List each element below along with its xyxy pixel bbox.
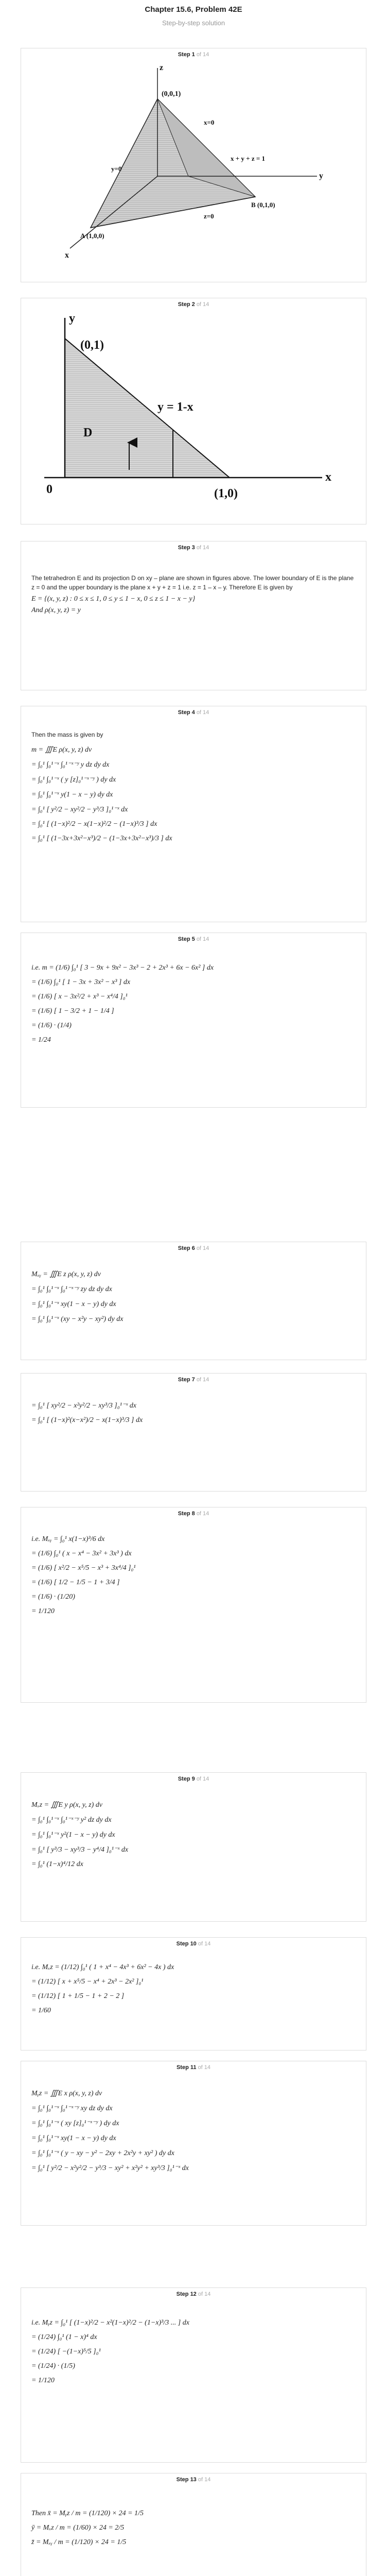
equation-line: i.e. Mᵧz = ∫₀¹ [ (1−x)²/2 − x²(1−x)²/2 − (1−x)³/3 ... ] dx	[31, 2319, 189, 2327]
equation-line: = ∫₀¹ ∫₀¹⁻ˣ ( y [z]₀¹⁻ˣ⁻ʸ ) dy dx	[31, 776, 116, 784]
equation-line: m = ∭E ρ(x, y, z) dv	[31, 746, 92, 754]
step-10	[21, 1937, 366, 2050]
x-axis-label: x	[65, 251, 69, 260]
step-of-total: of 14	[196, 545, 209, 551]
equation-line: = 1/120	[31, 1607, 55, 1615]
equation-line: = (1/6) · (1/20)	[31, 1593, 75, 1601]
step-number: 9	[191, 1776, 195, 1782]
top-vertex-label: (0,0,1)	[162, 90, 181, 98]
step-6	[21, 1242, 366, 1360]
page-subtitle: Step-by-step solution	[162, 19, 225, 27]
step-8	[21, 1507, 366, 1703]
step-of-total: of 14	[198, 2291, 211, 2297]
step-13-header	[21, 2473, 366, 2483]
step-of-total: of 14	[198, 2477, 211, 2483]
region-d-label: D	[83, 426, 93, 439]
step-word: Step	[178, 1245, 190, 1251]
step-number: 4	[191, 709, 195, 716]
equation-line: = (1/24) [ −(1−x)⁵/5 ]₀¹	[31, 2348, 101, 2355]
equation-line: = ∫₀¹ [ y²/2 − xy²/2 − y³/3 ]₀¹⁻ˣ dx	[31, 806, 128, 814]
step-of-total: of 14	[198, 2064, 211, 2071]
equation-line: = (1/6) ∫₀¹ [ 1 − 3x + 3x² − x³ ] dx	[31, 978, 131, 986]
step-word: Step	[178, 1776, 190, 1782]
step-5-header	[21, 933, 366, 942]
equation-line: Mᵧz = ∭E x ρ(x, y, z) dv	[31, 2090, 102, 2097]
equation-line: = (1/6) · (1/4)	[31, 1022, 72, 1029]
step-word: Step	[178, 1377, 190, 1383]
step-word: Step	[178, 545, 190, 551]
step-10-header	[21, 1938, 366, 1947]
step-4-header	[21, 706, 366, 716]
step-1-header	[21, 48, 366, 58]
equation-line: = ∫₀¹ ∫₀¹⁻ˣ y²(1 − x − y) dy dx	[31, 1831, 115, 1839]
equation-line: = (1/24) · (1/5)	[31, 2362, 75, 2370]
equation-line: = ∫₀¹ ∫₀¹⁻ˣ ( y − xy − y² − 2xy + 2x²y + xy² ) dy dx	[31, 2149, 174, 2157]
step-of-total: of 14	[196, 936, 209, 942]
origin-label: 0	[46, 483, 52, 496]
right-point-label: (1,0)	[214, 487, 238, 500]
step-7-header	[21, 1374, 366, 1383]
equation-line: = ∫₀¹ ∫₀¹⁻ˣ xy(1 − x − y) dy dx	[31, 2134, 116, 2142]
step-9	[21, 1772, 366, 1922]
step-number: 10	[190, 1941, 197, 1947]
equation-line: = (1/6) [ x − 3x²/2 + x³ − x⁴/4 ]₀¹	[31, 993, 128, 1001]
step-of-total: of 14	[196, 1511, 209, 1517]
tetrahedron-figure	[49, 58, 338, 264]
step-2-header	[21, 298, 366, 308]
equation-line: = ∫₀¹ ∫₀¹⁻ˣ (xy − x²y − xy²) dy dx	[31, 1315, 124, 1323]
equation-line: = ∫₀¹ ∫₀¹⁻ˣ ∫₀¹⁻ˣ⁻ʸ zy dz dy dx	[31, 1285, 112, 1293]
step-word: Step	[176, 2291, 189, 2297]
page-header	[0, 0, 387, 35]
equation-line: i.e. m = (1/6) ∫₀¹ [ 3 − 9x + 9x² − 3x³ − 2 + 2x³ + 6x − 6x² ] dx	[31, 964, 214, 972]
step-number: 5	[191, 936, 195, 942]
step-word: Step	[178, 52, 190, 58]
equation-line: = ∫₀¹ ∫₀¹⁻ˣ ∫₀¹⁻ˣ⁻ʸ y² dz dy dx	[31, 1816, 112, 1824]
equation-line: = ∫₀¹ [ xy²/2 − x²y²/2 − xy³/3 ]₀¹⁻ˣ dx	[31, 1402, 136, 1410]
step-of-total: of 14	[196, 709, 209, 716]
x-vertex-label: A (1,0,0)	[80, 232, 104, 240]
y-vertex-label: B (0,1,0)	[251, 201, 275, 209]
equation-line: = ∫₀¹ (1−x)⁴/12 dx	[31, 1860, 83, 1868]
step-number: 8	[191, 1511, 195, 1517]
step-12-header	[21, 2288, 366, 2297]
top-point-label: (0,1)	[80, 338, 104, 352]
region-d-figure	[34, 308, 353, 514]
step-3-header	[21, 541, 366, 551]
plane-label: x + y + z = 1	[231, 155, 265, 162]
equation-line: = (1/24) ∫₀¹ (1 − x)⁴ dx	[31, 2333, 97, 2341]
equation-line: = ∫₀¹ ∫₀¹⁻ˣ y(1 − x − y) dy dx	[31, 791, 113, 799]
step-word: Step	[178, 936, 190, 942]
equation-line: = (1/6) ∫₀¹ ( x − x⁴ − 3x² + 3x³ ) dx	[31, 1550, 132, 1557]
step-of-total: of 14	[196, 52, 209, 58]
step-number: 13	[190, 2477, 197, 2483]
step-number: 7	[191, 1377, 195, 1383]
equation-line: = (1/6) [ x²/2 − x⁵/5 − x³ + 3x⁴/4 ]₀¹	[31, 1564, 136, 1572]
page-title: Chapter 15.6, Problem 42E	[145, 5, 242, 14]
equation-line: Then x̄ = Mᵧz / m = (1/120) × 24 = 1/5	[31, 2510, 144, 2517]
equation-line: = ∫₀¹ [ (1−x)²/2 − x(1−x)²/2 − (1−x)³/3 ] dx	[31, 820, 157, 828]
step-word: Step	[178, 301, 190, 308]
step-word: Step	[176, 1941, 189, 1947]
step-of-total: of 14	[196, 1245, 209, 1251]
step-number: 12	[190, 2291, 197, 2297]
equation-line: = ∫₀¹ [ y³/3 − xy³/3 − y⁴/4 ]₀¹⁻ˣ dx	[31, 1846, 129, 1854]
equation-line: ȳ = Mₓz / m = (1/60) × 24 = 2/5	[31, 2524, 125, 2532]
step-12	[21, 2287, 366, 2463]
step-number: 11	[190, 2064, 197, 2071]
equation-line: = (1/6) [ 1/2 − 1/5 − 1 + 3/4 ]	[31, 1579, 120, 1586]
equation-line: i.e. Mₓᵧ = ∫₀¹ x(1−x)³/6 dx	[31, 1535, 105, 1543]
equation-line: z̄ = Mₓᵧ / m = (1/120) × 24 = 1/5	[31, 2538, 127, 2546]
step-3	[21, 541, 366, 690]
step-word: Step	[178, 1511, 190, 1517]
equation-line: = 1/120	[31, 2377, 55, 2384]
equation-line: = (1/12) [ x + x⁵/5 − x⁴ + 2x³ − 2x² ]₀¹	[31, 1978, 144, 1986]
step-word: Step	[178, 709, 190, 716]
step-number: 1	[191, 52, 195, 58]
density-function: And ρ(x, y, z) = y	[31, 606, 81, 614]
step-of-total: of 14	[196, 1776, 209, 1782]
equation-line: Mₓᵧ = ∭E z ρ(x, y, z) dv	[31, 1270, 101, 1278]
x-axis-label: x	[325, 470, 331, 484]
y-axis-label: y	[69, 312, 75, 325]
equation-line: = ∫₀¹ [ y²/2 − x²y²/2 − y³/3 − xy² + x²y² + xy³/3 ]₀¹⁻ˣ dx	[31, 2164, 189, 2172]
step-7	[21, 1373, 366, 1492]
equation-line: = 1/60	[31, 2007, 51, 2014]
step-number: 2	[191, 301, 195, 308]
step-3-text: The tetrahedron E and its projection D on xy – plane are shown in figures above. The lower boundary of E is the plane z = 0 and the upper boundary is the plane x + y + z = 1 i.e. z = 1 – x – y. Therefore E is given by	[31, 574, 354, 591]
face-z0-label: z=0	[204, 212, 214, 220]
line-equation-label: y = 1-x	[157, 400, 194, 414]
equation-line: = (1/12) [ 1 + 1/5 − 1 + 2 − 2 ]	[31, 1992, 125, 2000]
equation-line: = ∫₀¹ [ (1−x)²(x−x²)/2 − x(1−x)³/3 ] dx	[31, 1416, 143, 1424]
step-word: Step	[176, 2477, 189, 2483]
step-number: 3	[191, 545, 195, 551]
face-y0-label: y=0	[111, 165, 122, 173]
face-x0-label: x=0	[204, 118, 215, 126]
step-1	[21, 48, 366, 282]
equation-line: = (1/6) [ 1 − 3/2 + 1 − 1/4 ]	[31, 1007, 114, 1015]
step-4	[21, 706, 366, 922]
equation-line: = 1/24	[31, 1036, 51, 1044]
step-11	[21, 2061, 366, 2226]
step-6-header	[21, 1242, 366, 1251]
step-11-header	[21, 2061, 366, 2071]
z-axis-label: z	[160, 63, 164, 72]
equation-line: Mₓz = ∭E y ρ(x, y, z) dv	[31, 1801, 102, 1809]
step-13	[21, 2473, 366, 2576]
equation-line: = ∫₀¹ ∫₀¹⁻ˣ ∫₀¹⁻ˣ⁻ʸ y dz dy dx	[31, 761, 110, 769]
step-2	[21, 298, 366, 524]
step-4-text: Then the mass is given by	[31, 731, 103, 738]
step-of-total: of 14	[196, 1377, 209, 1383]
equation-line: = ∫₀¹ ∫₀¹⁻ˣ ( xy [z]₀¹⁻ˣ⁻ʸ ) dy dx	[31, 2120, 119, 2127]
step-of-total: of 14	[196, 301, 209, 308]
equation-line: i.e. Mₓz = (1/12) ∫₀¹ ( 1 + x⁴ − 4x³ + 6x² − 4x ) dx	[31, 1963, 174, 1971]
equation-line: = ∫₀¹ [ (1−3x+3x²−x³)/2 − (1−3x+3x²−x³)/3 ] dx	[31, 835, 172, 842]
step-5	[21, 933, 366, 1108]
region-e-definition: E = {(x, y, z) : 0 ≤ x ≤ 1, 0 ≤ y ≤ 1 − x, 0 ≤ z ≤ 1 − x − y}	[31, 595, 196, 603]
step-of-total: of 14	[198, 1941, 211, 1947]
equation-line: = ∫₀¹ ∫₀¹⁻ˣ xy(1 − x − y) dy dx	[31, 1300, 116, 1308]
step-8-header	[21, 1507, 366, 1517]
equation-line: = ∫₀¹ ∫₀¹⁻ˣ ∫₀¹⁻ˣ⁻ʸ xy dz dy dx	[31, 2105, 113, 2112]
step-word: Step	[176, 2064, 189, 2071]
step-9-header	[21, 1773, 366, 1782]
y-axis-label: y	[319, 172, 323, 180]
step-number: 6	[191, 1245, 195, 1251]
